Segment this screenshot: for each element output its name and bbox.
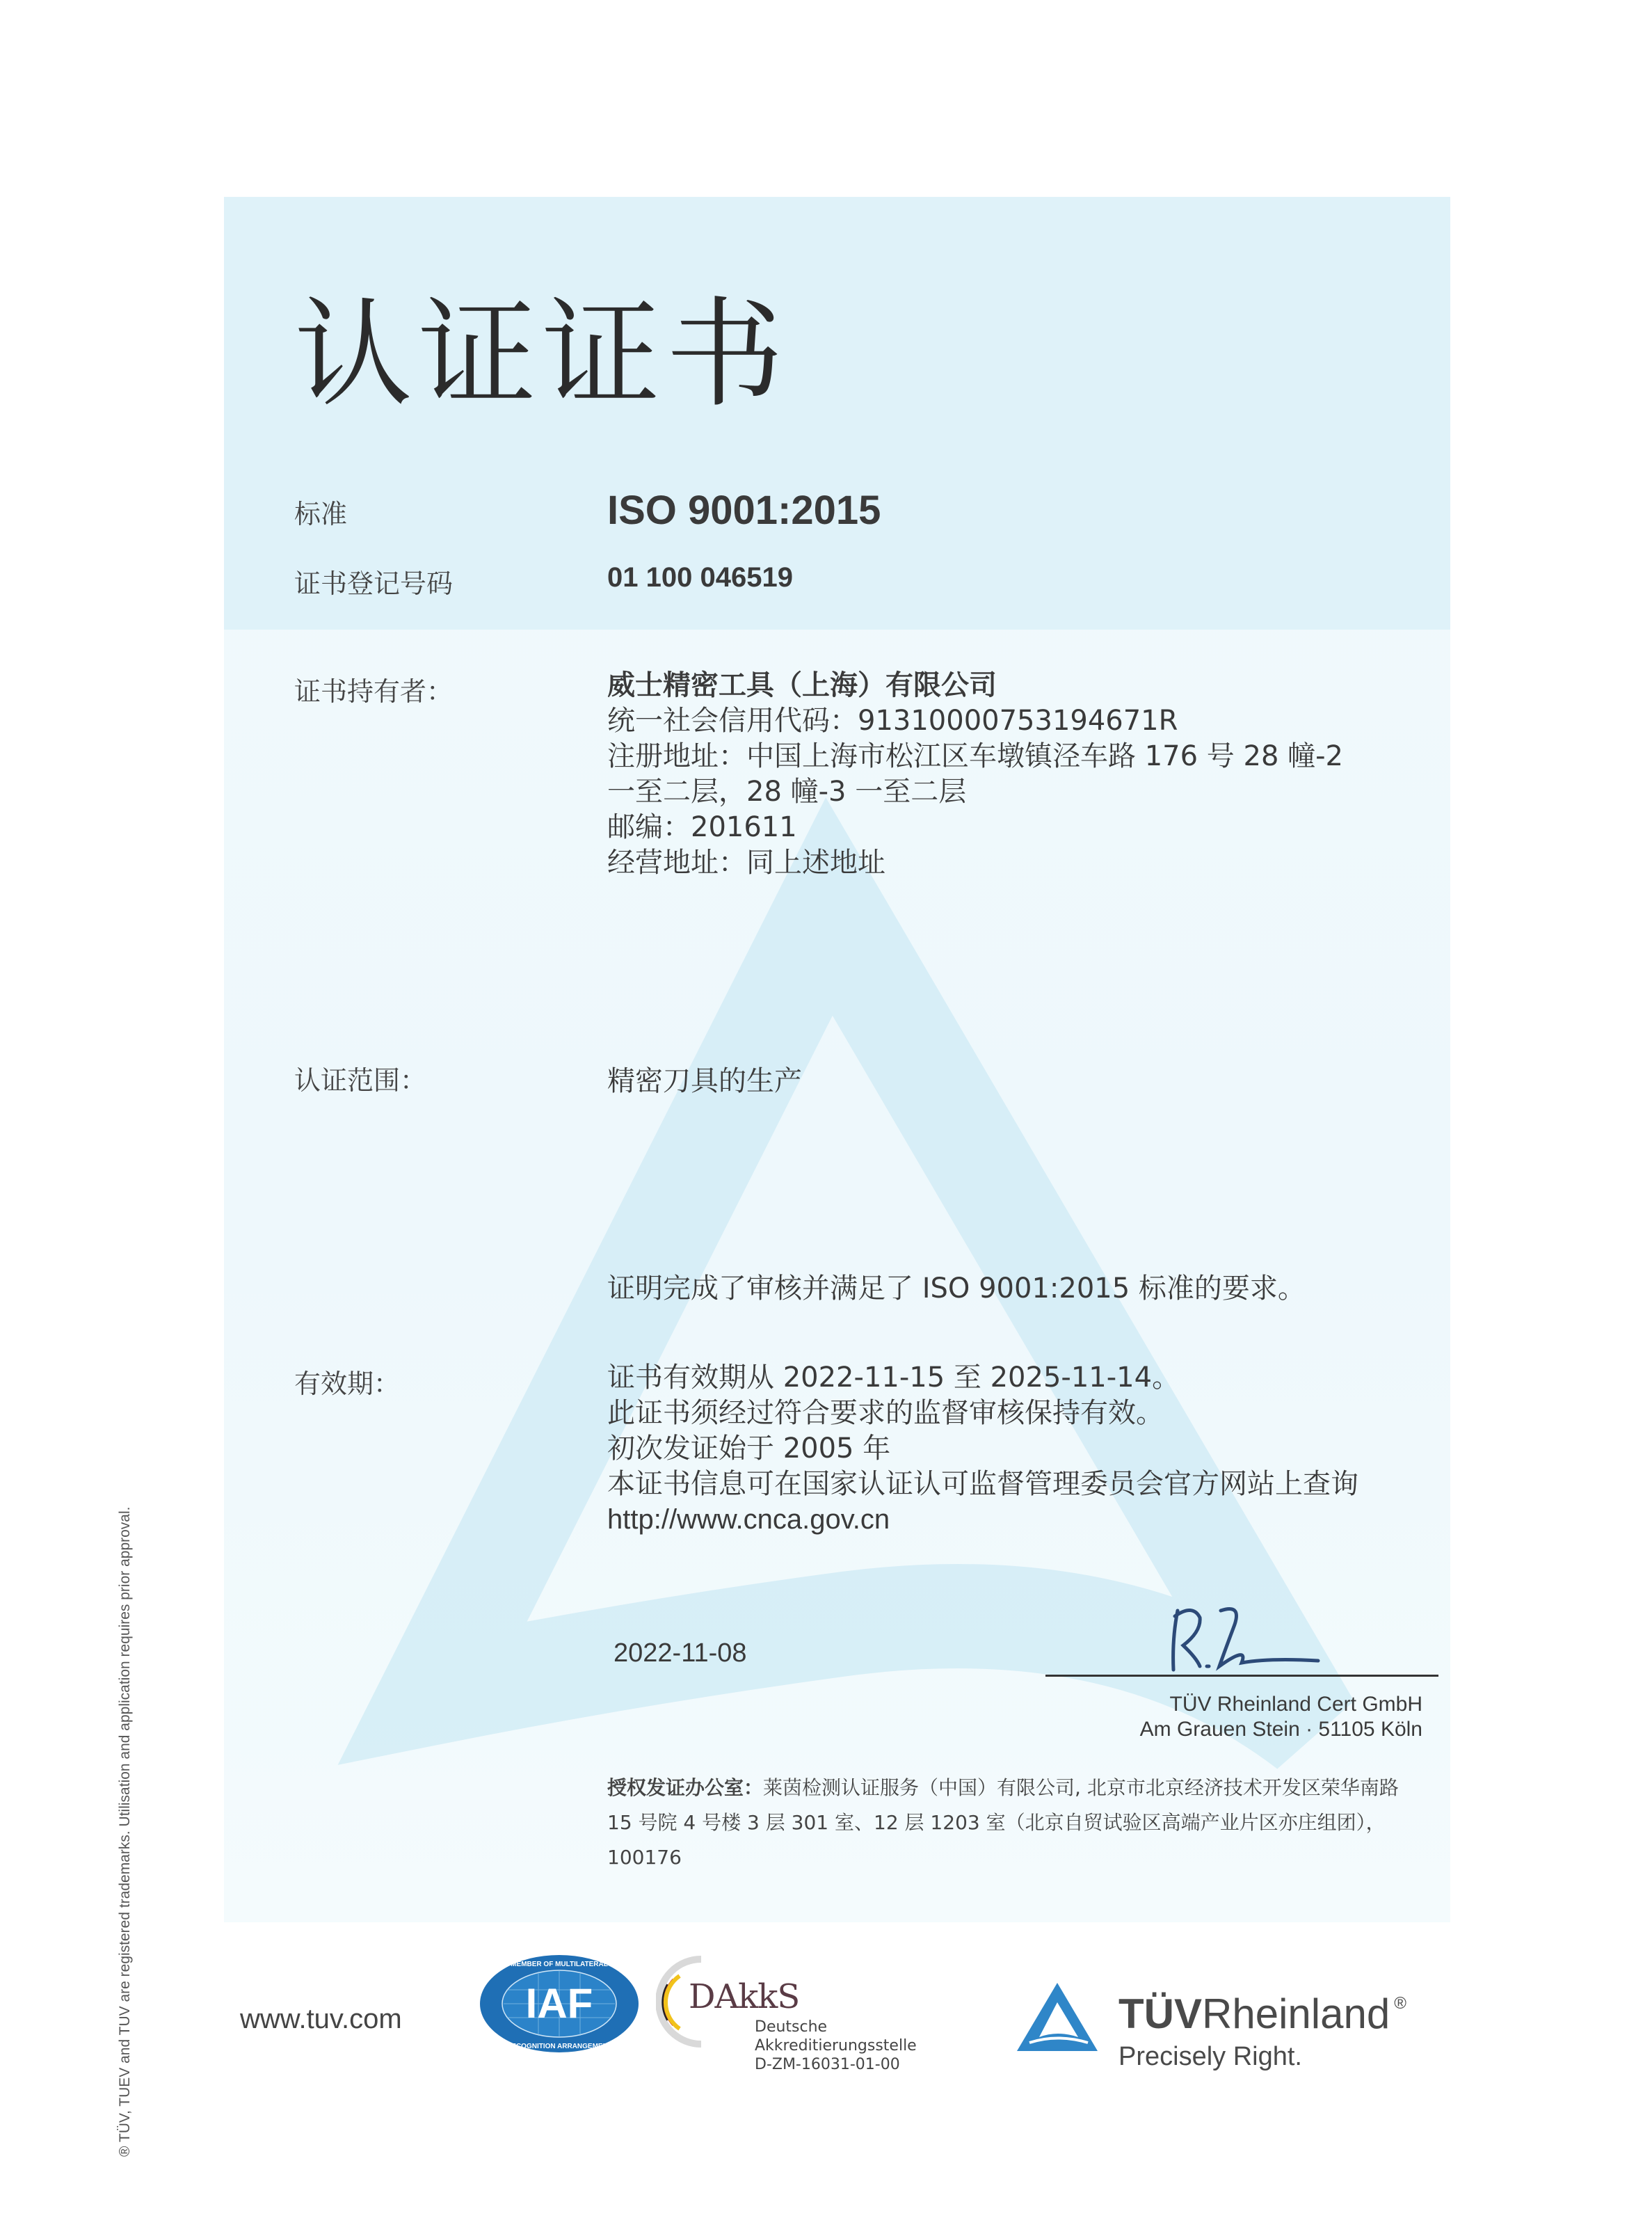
- dakks-accreditation-number: D-ZM-16031-01-00: [755, 2056, 900, 2073]
- office-line1: 莱茵检测认证服务（中国）有限公司, 北京市北京经济技术开发区荣华南路: [763, 1776, 1399, 1799]
- issuer-name: TÜV Rheinland Cert GmbH: [1169, 1693, 1422, 1716]
- signature-line: [1045, 1675, 1438, 1677]
- issuer-block: [1140, 1692, 1422, 1742]
- validity-lookup-note: 本证书信息可在国家认证认可监督管理委员会官方网站上查询: [607, 1468, 1358, 1500]
- validity-period: 证书有效期从 2022-11-15 至 2025-11-14。: [607, 1362, 1180, 1394]
- authorized-office: [607, 1771, 1399, 1875]
- signature-icon: [1158, 1597, 1332, 1680]
- holder-credit-code: 统一社会信用代码：91310000753194671R: [607, 705, 1178, 737]
- tuv-triangle-logo-icon: [1016, 1981, 1099, 2055]
- office-line2: 15 号院 4 号楼 3 层 301 室、12 层 1203 室（北京自贸试验区高端产业片区亦庄组团），: [607, 1811, 1386, 1834]
- validity-first-issue: 初次发证始于 2005 年: [607, 1433, 891, 1465]
- office-line3: 100176: [607, 1846, 682, 1869]
- holder-reg-address-1: 注册地址：中国上海市松江区车墩镇泾车路 176 号 28 幢-2: [607, 740, 1343, 772]
- holder-postcode: 邮编：201611: [607, 811, 797, 843]
- tuv-slogan: Precisely Right.: [1118, 2042, 1302, 2071]
- svg-text:RECOGNITION ARRANGEMENT: RECOGNITION ARRANGEMENT: [506, 2043, 612, 2050]
- holder-block: [607, 668, 1343, 881]
- iaf-text: IAF: [525, 1980, 593, 2027]
- regno-value: 01 100 046519: [607, 562, 793, 593]
- dakks-caption: Deutsche Akkreditierungsstelle D-ZM-16031-01-00: [755, 2018, 917, 2073]
- standard-label: 标准: [294, 499, 348, 529]
- scope-value: 精密刀具的生产: [607, 1065, 802, 1097]
- scope-label: 认证范围：: [294, 1065, 427, 1096]
- cnca-link[interactable]: http://www.cnca.gov.cn: [607, 1504, 890, 1535]
- regno-label: 证书登记号码: [294, 568, 454, 599]
- validity-label: 有效期：: [294, 1369, 401, 1399]
- office-label: 授权发证办公室：: [607, 1776, 764, 1799]
- validity-surveillance: 此证书须经过符合要求的监督审核保持有效。: [607, 1397, 1164, 1429]
- holder-reg-address-2: 一至二层，28 幢-3 一至二层: [607, 776, 967, 808]
- holder-label: 证书持有者：: [294, 676, 454, 707]
- certificate-title: 认证证书: [294, 286, 790, 424]
- tuv-website-link[interactable]: www.tuv.com: [240, 2004, 402, 2034]
- holder-name: 威士精密工具（上海）有限公司: [607, 669, 997, 701]
- standard-value: ISO 9001:2015: [607, 488, 881, 533]
- dakks-name: DAkkS: [689, 1977, 800, 2016]
- issue-date: 2022-11-08: [614, 1638, 747, 1668]
- conformity-statement: 证明完成了审核并满足了 ISO 9001:2015 标准的要求。: [607, 1272, 1306, 1305]
- holder-business-address: 经营地址：同上述地址: [607, 847, 885, 879]
- tuv-brand: TÜVRheinland ®: [1118, 1990, 1406, 2037]
- trademark-note: ® TÜV, TUEV and TUV are registered trademarks. Utilisation and application requires prior approval.: [117, 1506, 133, 2157]
- iaf-logo-icon: [479, 1954, 640, 2055]
- svg-text:MEMBER OF MULTILATERAL: MEMBER OF MULTILATERAL: [511, 1961, 608, 1968]
- issuer-address: Am Grauen Stein · 51105 Köln: [1139, 1718, 1422, 1741]
- validity-block: [607, 1360, 1358, 1538]
